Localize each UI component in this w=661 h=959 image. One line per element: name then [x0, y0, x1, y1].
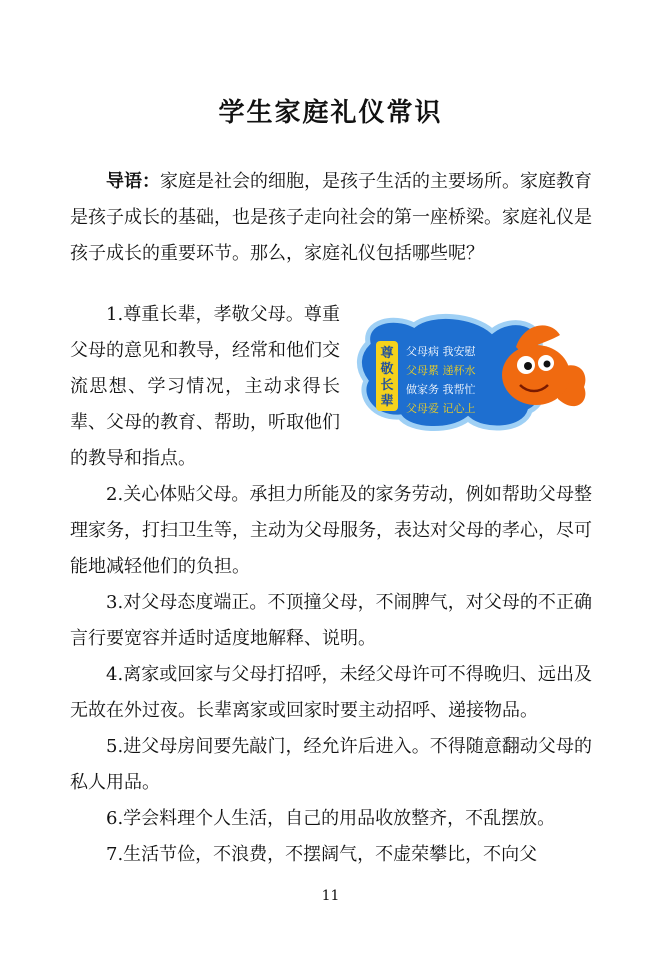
list-item: 4.离家或回家与父母打招呼，未经父母许可不得晚归、远出及无故在外过夜。长辈离家或回家时要主动招呼、递接物品。: [70, 664, 592, 721]
poster-line: 父母累 递杯水: [406, 364, 476, 377]
list-item: 7.生活节俭，不浪费，不摆阔气，不虚荣攀比，不向父: [106, 844, 538, 865]
list-item: 5.进父母房间要先敲门，经允许后进入。不得随意翻动父母的私人用品。: [70, 736, 592, 793]
side-label-char: 辈: [380, 394, 394, 409]
list-item: 1.尊重长辈，孝敬父母。尊重父母的意见和教导，经常和他们交流思想、学习情况，主动求得长辈、父母的教育、帮助，听取他们的教导和指点。: [70, 304, 340, 469]
page-title: 学生家庭礼仪常识: [218, 98, 443, 128]
etiquette-list: [70, 297, 592, 873]
poster-graphic: [354, 301, 592, 441]
list-item: 2.关心体贴父母。承担力所能及的家务劳动，例如帮助父母整理家务，打扫卫生等，主动为父母服务，表达对父母的孝心，尽可能地减轻他们的负担。: [70, 484, 592, 577]
intro-text: 家庭是社会的细胞，是孩子生活的主要场所。家庭教育是孩子成长的基础，也是孩子走向社会的第一座桥梁。家庭礼仪是孩子成长的重要环节。那么，家庭礼仪包括哪些呢？: [70, 171, 592, 264]
respect-elders-poster: [354, 301, 592, 441]
poster-line: 做家务 我帮忙: [406, 383, 476, 396]
poster-line: 父母爱 记心上: [406, 402, 476, 415]
side-label-char: 敬: [380, 362, 394, 377]
list-item: 3.对父母态度端正。不顶撞父母，不闹脾气，对父母的不正确言行要宽容并适时适度地解释、说明。: [70, 592, 592, 649]
side-label-char: 尊: [380, 346, 394, 361]
poster-line: 父母病 我安慰: [406, 345, 476, 358]
intro-lead: 导语：: [106, 171, 160, 192]
page-number: 11: [321, 888, 340, 904]
list-item: 6.学会料理个人生活，自己的用品收放整齐，不乱摆放。: [106, 808, 556, 829]
intro-paragraph: [70, 164, 592, 272]
side-label-char: 长: [380, 378, 394, 393]
